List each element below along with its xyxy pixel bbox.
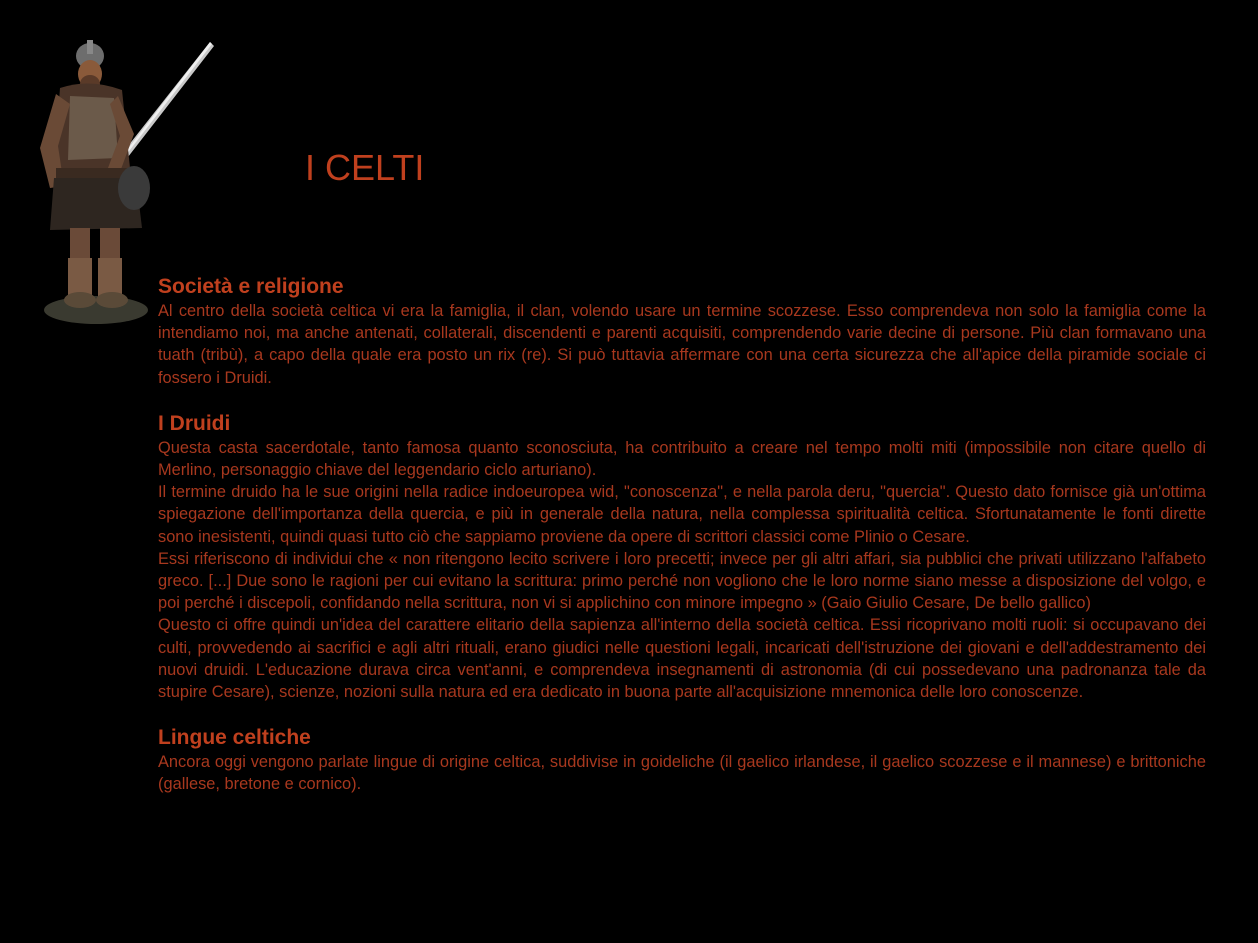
paragraph: Il termine druido ha le sue origini nella radice indoeuropea wid, "conoscenza", e nella parola deru, "quercia". Questo dato fornisce già un'ottima spiegazione dell'importanza della quercia, e più in generale della natura, nella complessa spiritualità celtica. Sfortunatamente le fonti dirette sono inesistenti, quindi quasi tutto ciò che sappiamo proviene da opere di scrittori classici come Plinio o Cesare. (158, 483, 1206, 546)
paragraph: Questo ci offre quindi un'idea del carattere elitario della sapienza all'interno della società celtica. Essi ricoprivano molti ruoli: si occupavano dei culti, provvedendo ai sacrifici e agli altri rituali, erano giudici nelle questioni legali, incaricati dell'istruzione dei giovani e dell'addestramento dei nuovi druidi. L'educazione durava circa vent'anni, e comprendeva insegnamenti di astronomia (di cui possedevano una padronanza tale da stupire Cesare), scienze, nozioni sulla natura ed era dedicato in buona parte all'acquisizione mnemonica delle loro conoscenze. (158, 616, 1206, 702)
section-druidi (158, 411, 1206, 703)
section-heading: I Druidi (158, 411, 231, 435)
section-societa-religione (158, 274, 1206, 389)
article-content (158, 274, 1206, 796)
section-heading: Società e religione (158, 275, 344, 298)
paragraph: Al centro della società celtica vi era la famiglia, il clan, volendo usare un termine scozzese. Esso comprendeva non solo la famiglia come la intendiamo noi, ma anche antenati, collaterali, discendenti e parenti acquisiti, comprendendo varie decine di persone. Più clan formavano una tuath (tribù), a capo della quale era posto un rix (re). Si può tuttavia affermare con una certa sicurezza che all'apice della piramide sociale ci fossero i Druidi. (158, 302, 1206, 387)
page-title: I CELTI (305, 147, 425, 188)
paragraph: Ancora oggi vengono parlate lingue di origine celtica, suddivise in goideliche (il gaelico irlandese, il gaelico scozzese e il mannese) e brittoniche (gallese, bretone e cornico). (158, 753, 1206, 794)
section-spacer (158, 389, 1206, 411)
section-spacer (158, 703, 1206, 725)
section-lingue-celtiche (158, 725, 1206, 795)
paragraph: Essi riferiscono di individui che « non ritengono lecito scrivere i loro precetti; invece per gli altri affari, sia pubblici che privati utilizzano l'alfabeto greco. [...] Due sono le ragioni per cui evitano la scrittura: primo perché non vogliono che le loro norme siano messe a disposizione del volgo, e poi perché i discepoli, confidando nella scrittura, non vi si applichino con minore impegno » (Gaio Giulio Cesare, De bello gallico) (158, 549, 1206, 613)
paragraph: Questa casta sacerdotale, tanto famosa quanto sconosciuta, ha contribuito a creare nel tempo molti miti (impossibile non citare quello di Merlino, personaggio chiave del leggendario ciclo arturiano). (158, 438, 1206, 480)
section-heading: Lingue celtiche (158, 726, 311, 750)
